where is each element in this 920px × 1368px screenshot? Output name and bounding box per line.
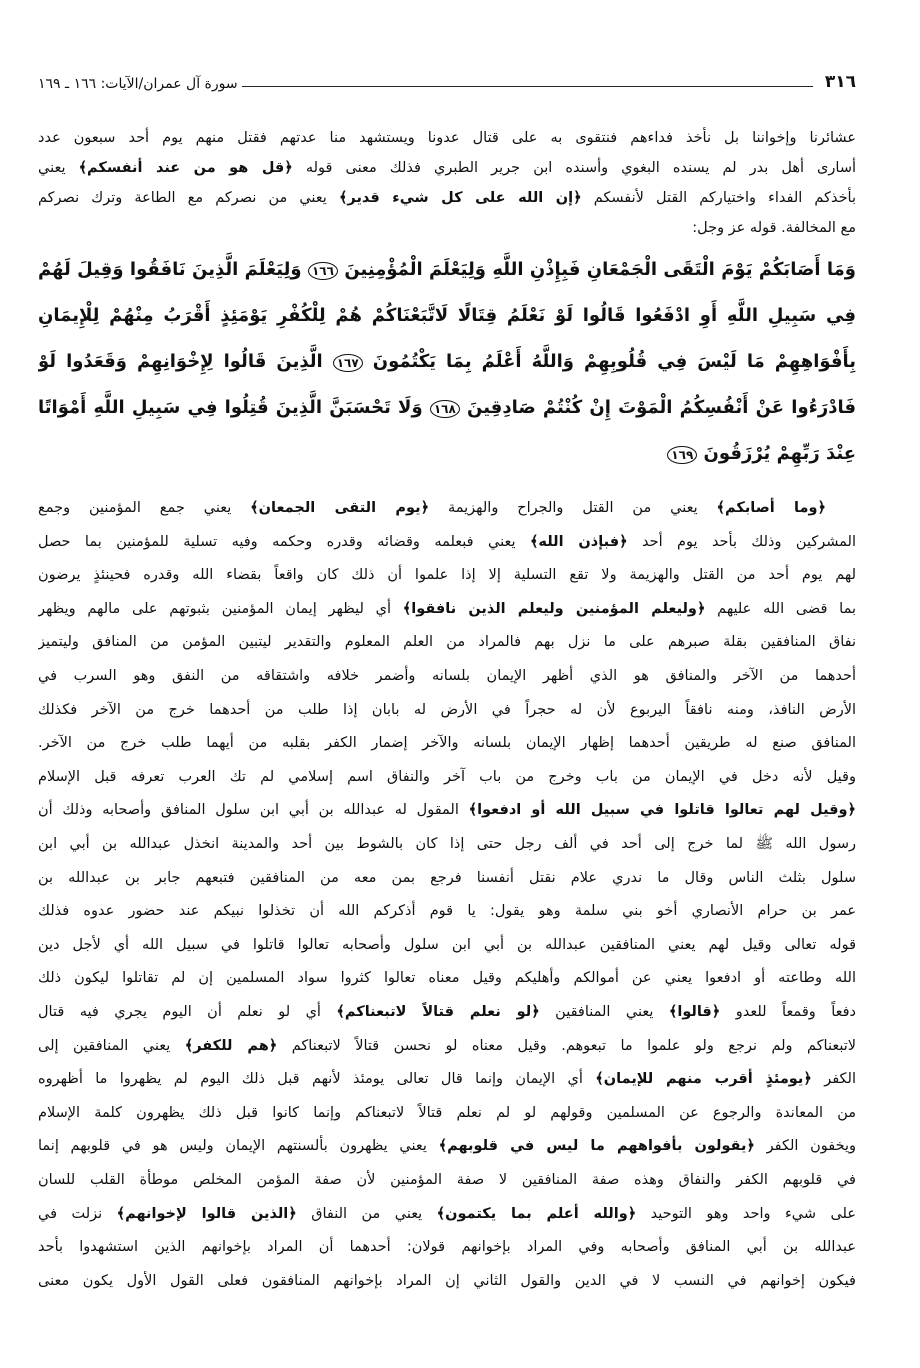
text-segment: وقيل لأنه دخل في الإيمان من باب وخرج من باب آخر والنفاق اسم إسلامي لم تك العرب تعرفه قبل الإسلام bbox=[38, 768, 856, 785]
text-segment: الأرض النافذ، ومنه نافقاً اليربوع لأن له حجراً في الأرض له بابان إذا طلب من أحدهما خرج من الآخر فكذلك bbox=[38, 701, 856, 718]
header-rule bbox=[242, 86, 813, 87]
text-segment: أحدهما من الآخر والمنافق هو الذي أظهر الإيمان بلسانه وأضمر خلافه واشتقاقه من النفق وهو السرب في bbox=[38, 668, 856, 684]
text-line bbox=[38, 1100, 856, 1126]
text-segment: دفعاً وقمعاً للعدو bbox=[720, 1004, 856, 1020]
text-segment: يعني المنافقين bbox=[539, 1004, 669, 1020]
text-line bbox=[38, 663, 856, 689]
text-line bbox=[38, 596, 856, 622]
text-segment: يعني المنافقين إلى bbox=[38, 1037, 185, 1054]
text-segment: أسارى أهل بدر لم يسنده البغوي وأسنده ابن جرير الطبري فذلك معنى قوله bbox=[292, 160, 856, 176]
text-segment: أي الإيمان وإنما قال تعالى يومئذ لأنهم قبل ذلك اليوم لم يظهروا ما أظهروه bbox=[38, 1071, 596, 1088]
text-segment: أي ليظهر إيمان المؤمنين بثبوتهم على مالهم ويظهر bbox=[38, 600, 403, 617]
text-segment: لهم يوم أحد من القتل والهزيمة ولا تقع التسلية إلا إذا علموا أن ذلك كان واقعاً بقضاء الله وقدره فحينئذٍ يرضون bbox=[38, 567, 856, 584]
quoted-verse-phrase: ﴿وقيل لهم تعالوا قاتلوا في سبيل الله أو ادفعوا﴾ bbox=[468, 802, 856, 819]
quoted-verse-phrase: ﴿هم للكفر﴾ bbox=[184, 1037, 278, 1054]
text-segment: يعني bbox=[38, 160, 79, 176]
verse-line bbox=[38, 298, 856, 334]
text-segment: من المعاندة والرجوع عن المسلمين وقولهم لو لم نعلم قتالاً لاتبعناكم وإنما كانوا قبل ذلك يظهرون كلمة الإسلام bbox=[38, 1104, 856, 1121]
verse-line bbox=[38, 390, 856, 426]
text-segment: الَّذِينَ قَالُوا لِإِخْوَانِهِمْ وَقَعَدُوا لَوْ bbox=[38, 351, 323, 372]
text-segment: في قلوبهم الكفر والنفاق وهذه صفة المنافقين لا صفة المؤمنين لأن صفة المؤمن المخلص موطأة القلب للسان bbox=[38, 1172, 856, 1188]
text-line bbox=[38, 1234, 856, 1260]
text-segment: قوله تعالى وقيل لهم يعني المنافقين عبدالله بن أبي ابن سلول وأصحابه تعالوا قاتلوا في سبيل الله أي لأجل دين bbox=[38, 936, 856, 953]
text-line bbox=[38, 865, 856, 891]
text-line bbox=[38, 1133, 856, 1159]
text-line bbox=[38, 697, 856, 723]
text-segment: على شيء واحد وهو التوحيد bbox=[636, 1205, 856, 1222]
text-segment: أي لو نعلم أن اليوم يجري فيه قتال bbox=[38, 1004, 337, 1020]
text-segment: يعني يظهرون بألسنتهم الإيمان وليس هو في قلوبهم إنما bbox=[38, 1138, 439, 1155]
text-line bbox=[38, 155, 856, 181]
verse-line bbox=[38, 344, 856, 380]
verse-line bbox=[38, 252, 856, 288]
text-line bbox=[38, 529, 856, 555]
text-segment: رسول الله ﷺ لما خرج إلى أحد في ألف رجل حتى إذا كان بالشوط بين أحد والمدينة انخذل عبدالله بن أبي ابن bbox=[38, 836, 856, 852]
text-segment: الكفر bbox=[811, 1071, 856, 1088]
text-line bbox=[38, 999, 856, 1025]
text-line bbox=[38, 730, 856, 756]
quoted-verse-phrase: ﴿وليعلم المؤمنين وليعلم الذين نافقوا﴾ bbox=[402, 600, 706, 617]
text-line bbox=[38, 764, 856, 790]
text-segment: وَلِيَعْلَمَ الَّذِينَ نَافَقُوا وَقِيلَ لَهُمْ bbox=[38, 259, 302, 280]
quoted-verse-phrase: ﴿لو نعلم قتالاً لاتبعناكم﴾ bbox=[336, 1004, 540, 1020]
ayah-number-marker: ١٦٧ bbox=[333, 354, 363, 372]
text-line bbox=[38, 629, 856, 655]
quoted-verse-phrase: ﴿قل هو من عند أنفسكم﴾ bbox=[78, 160, 293, 176]
text-segment: المنافق صنع له طريقين أحدهما إظهار الإيمان بلسانه والآخر إضمار الكفر بقلبه من أيهما طلب خرج من الآخر. bbox=[38, 735, 856, 752]
text-line bbox=[38, 797, 856, 823]
text-line bbox=[38, 1268, 856, 1294]
text-segment: عمر بن حرام الأنصاري أخو بني سلمة وهو يقول: يا قوم أذكركم الله أن تخذلوا نبيكم عند حضور عدوه فذلك bbox=[38, 903, 856, 920]
page-number: ٣١٦ bbox=[824, 72, 856, 92]
text-segment: يعني جمع المؤمنين وجمع bbox=[38, 500, 251, 516]
text-segment: نزلت في bbox=[38, 1205, 117, 1222]
text-segment: عشائرنا وإخواننا بل نأخذ فداءهم فنتقوى به على قتال عدونا ويستشهد منا عدتهم فقتل منهم يوم أحد سبعون عدد bbox=[38, 130, 856, 146]
quoted-verse-phrase: ﴿وما أصابكم﴾ bbox=[716, 500, 826, 516]
text-line bbox=[38, 215, 856, 241]
text-segment: ويخفون الكفر bbox=[754, 1138, 856, 1155]
quoted-verse-phrase: ﴿إن الله على كل شيء قدير﴾ bbox=[338, 190, 582, 206]
text-segment: فَادْرَءُوا عَنْ أَنْفُسِكُمُ الْمَوْتَ إِنْ كُنْتُمْ صَادِقِينَ bbox=[459, 397, 856, 418]
text-segment: عبدالله بن أبي المنافق وأصحابه وفي المراد بإخوانهم قولان: أحدهما أن المراد بإخوانهم الذين استشهدوا بأحد bbox=[38, 1239, 856, 1256]
quoted-verse-phrase: ﴿قالوا﴾ bbox=[668, 1004, 721, 1020]
ayah-number-marker: ١٦٩ bbox=[667, 446, 697, 464]
quoted-verse-phrase: ﴿والله أعلم بما يكتمون﴾ bbox=[436, 1205, 637, 1222]
text-segment: يعني من نصركم مع الطاعة وترك نصركم bbox=[38, 190, 339, 206]
text-line bbox=[38, 185, 856, 211]
text-segment: يعني فبعلمه وقضائه وقدره وحكمه وفيه تسلية للمؤمنين بما حصل bbox=[38, 533, 530, 550]
text-segment: بما قضى الله عليهم bbox=[705, 600, 856, 617]
text-segment: يعني من النفاق bbox=[296, 1205, 437, 1222]
text-line bbox=[38, 898, 856, 924]
text-segment: يعني من القتل والجراح والهزيمة bbox=[429, 500, 717, 516]
text-segment: المشركين وذلك بأحد يوم أحد bbox=[627, 533, 856, 550]
text-segment: سلول بثلث الناس وقال ما ندري علام نقتل أنفسنا فرجع بمن معه من المنافقين فتبعهم جابر بن عبدالله بن bbox=[38, 869, 856, 886]
text-segment: بِأَفْوَاهِهِمْ مَا لَيْسَ فِي قُلُوبِهِمْ وَاللَّهُ أَعْلَمُ بِمَا يَكْتُمُونَ bbox=[362, 351, 856, 372]
quoted-verse-phrase: ﴿فبإذن الله﴾ bbox=[529, 533, 628, 550]
text-segment: مع المخالفة. قوله عز وجل: bbox=[692, 220, 856, 236]
text-segment: نفاق المنافقين بقلة صبرهم على ما نزل بهم فالمراد من العلم المعلوم والتقدير ليتبين المؤمن من المنافق وليتميز bbox=[38, 634, 856, 651]
quoted-verse-phrase: ﴿يوم التقى الجمعان﴾ bbox=[250, 500, 430, 516]
text-line bbox=[38, 1066, 856, 1092]
verse-line bbox=[38, 436, 856, 472]
text-segment: بأخذكم الفداء واختياركم القتل لأنفسكم bbox=[581, 190, 856, 206]
text-segment: فيكون إخوانهم في النسب لا في الدين والقول الثاني إن المراد بإخوانهم المنافقون فعلى القول الأول يكون معنى bbox=[38, 1272, 856, 1289]
text-line bbox=[38, 1167, 856, 1193]
text-segment: لاتبعناكم ولم نرجع ولو علموا ما تبعوهم. وقيل معناه لو نحسن قتالاً لاتبعناكم bbox=[277, 1037, 856, 1054]
ayah-number-marker: ١٦٦ bbox=[308, 262, 338, 280]
ayah-number-marker: ١٦٨ bbox=[430, 400, 460, 418]
quoted-verse-phrase: ﴿يومئذٍ أقرب منهم للإيمان﴾ bbox=[595, 1071, 812, 1088]
text-segment: وَلَا تَحْسَبَنَّ الَّذِينَ قُتِلُوا فِي سَبِيلِ اللَّهِ أَمْوَاتًا bbox=[38, 397, 423, 418]
text-line bbox=[38, 1033, 856, 1059]
quoted-verse-phrase: ﴿الذين قالوا لإخوانهم﴾ bbox=[116, 1205, 297, 1222]
text-line bbox=[38, 495, 856, 521]
page-header bbox=[38, 68, 856, 92]
text-line bbox=[38, 125, 856, 151]
text-line bbox=[38, 932, 856, 958]
text-line bbox=[38, 965, 856, 991]
text-segment: المقول له عبدالله بن أبي ابن سلول المنافق وأصحابه وذلك أن bbox=[38, 802, 469, 819]
running-title: سورة آل عمران/الآيات: ١٦٦ ـ ١٦٩ bbox=[38, 76, 238, 92]
text-segment: فِي سَبِيلِ اللَّهِ أَوِ ادْفَعُوا قَالُوا لَوْ نَعْلَمُ قِتَالًا لَاتَّبَعْنَاكُمْ هُمْ لِلْكُفْرِ يَوْمَئِذٍ أَقْرَبُ مِنْهُمْ لِلْإِيمَانِ bbox=[38, 305, 856, 326]
text-segment: الله وطاعته أو ادفعوا يعني عن أموالكم وأهليكم وقيل معناه تعالوا كثروا سواد المسلمين إن لم تقاتلوا ليكون ذلك bbox=[38, 970, 856, 987]
text-segment: عِنْدَ رَبِّهِمْ يُرْزَقُونَ bbox=[697, 443, 856, 464]
text-line bbox=[38, 831, 856, 857]
text-line bbox=[38, 562, 856, 588]
quoted-verse-phrase: ﴿يقولون بأفواههم ما ليس في قلوبهم﴾ bbox=[438, 1138, 755, 1155]
text-segment: وَمَا أَصَابَكُمْ يَوْمَ الْتَقَى الْجَمْعَانِ فَبِإِذْنِ اللَّهِ وَلِيَعْلَمَ الْمُؤْمِنِينَ bbox=[337, 259, 856, 280]
text-line bbox=[38, 1201, 856, 1227]
